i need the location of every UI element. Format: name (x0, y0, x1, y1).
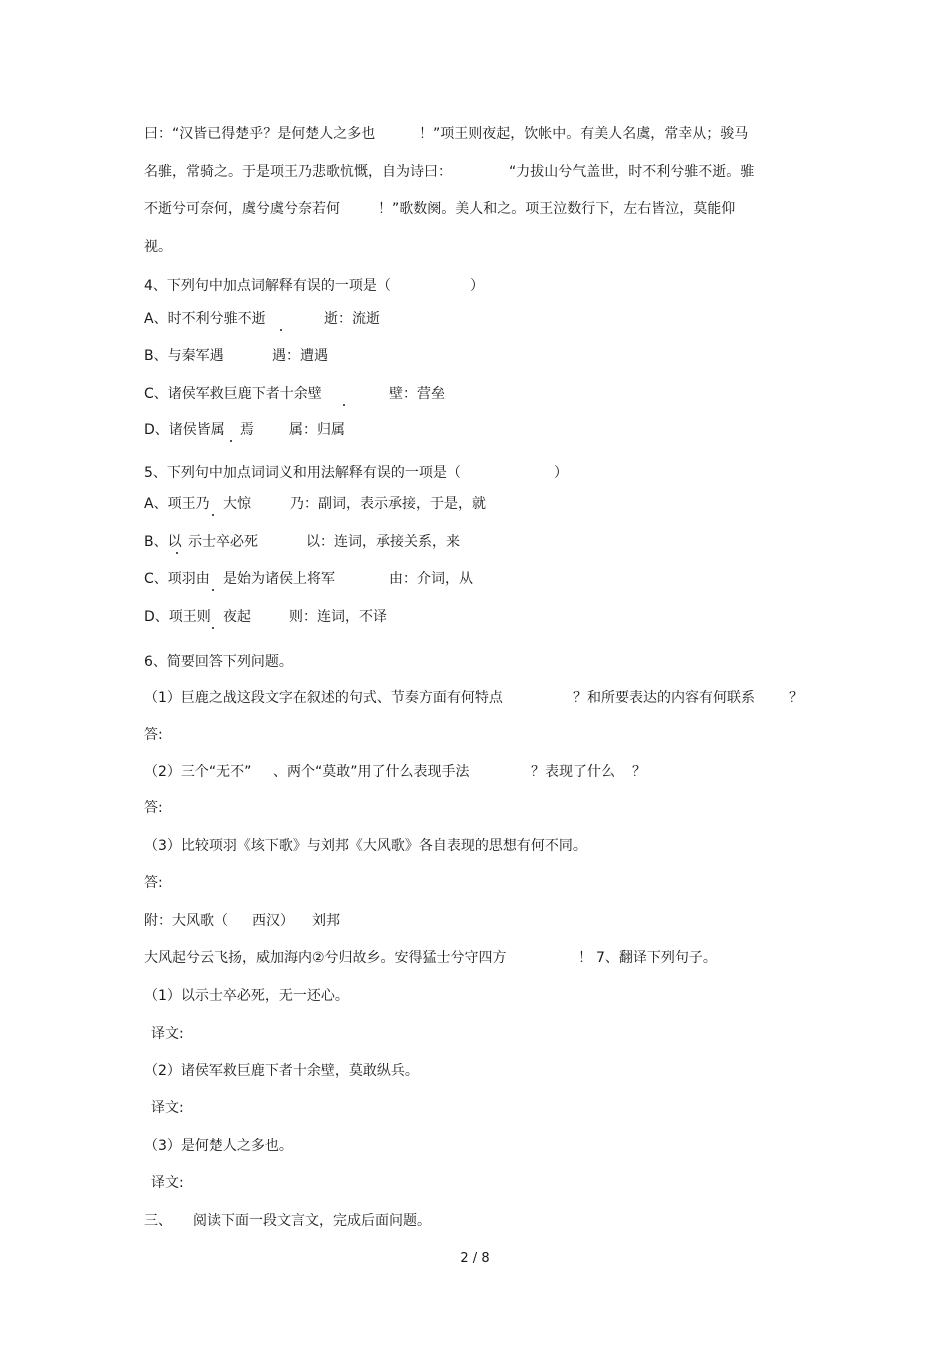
q5-option-d-explanation: 则：连词，不译 (289, 609, 387, 625)
appendix-author: 刘邦 (312, 913, 340, 929)
q4-option-a: A、时不利兮骓不逝 (144, 311, 266, 327)
q4-option-c: C、诸侯军救巨鹿下者十余壁 (144, 386, 322, 402)
q5-option-a-explanation: 乃：副词，表示承接，于是，就 (290, 496, 486, 512)
appendix-title-b: 西汉） (252, 913, 294, 929)
q6-sub1-part-a: （1）巨鹿之战这段文字在叙述的句式、节奏方面有何特点 (144, 690, 503, 706)
answer-label: 答: (144, 800, 163, 816)
appendix-poem-end: ！ (578, 950, 592, 966)
q4-option-c-explanation: 壁：营垒 (389, 386, 445, 402)
q5-stem: 5、下列句中加点词词义和用法解释有误的一项是（ (144, 465, 461, 481)
q5-close-paren: ） (554, 465, 568, 481)
passage-line-2a: 名骓，常骑之。于是项王乃悲歌忼慨，自为诗曰： (144, 164, 452, 180)
q4-option-b-explanation: 遇：遭遇 (272, 348, 328, 364)
q5-option-d-tail: 夜起 (223, 609, 251, 625)
q4-option-b: B、与秦军遇 (144, 348, 224, 364)
q5-option-b: B、以 (144, 534, 182, 550)
q6-sub3: （3）比较项羽《垓下歌》与刘邦《大风歌》各自表现的思想有何不同。 (144, 838, 587, 854)
q7-sentence-1: （1）以示士卒必死，无一还心。 (144, 988, 349, 1004)
answer-label: 答: (144, 727, 163, 743)
q4-option-d-tail: 焉 (240, 422, 254, 438)
translation-label: 译文: (151, 1100, 184, 1116)
passage-line-4: 视。 (144, 239, 172, 255)
passage-line-2b: “力拔山兮气盖世，时不利兮骓不逝。骓 (509, 164, 755, 180)
passage-line-1b: ！”项王则夜起，饮帐中。有美人名虞，常幸从；骏马 (419, 126, 749, 142)
q6-sub1-part-b: ？和所要表达的内容有何联系 (573, 690, 755, 706)
q4-option-a-explanation: 逝：流逝 (324, 311, 380, 327)
q5-option-c-explanation: 由：介词，从 (389, 571, 473, 587)
passage-line-3b: ！”歌数阕。美人和之。项王泣数行下，左右皆泣，莫能仰 (378, 201, 736, 217)
q5-option-d: D、项王则 (144, 609, 211, 625)
q4-close-paren: ） (470, 278, 484, 294)
translation-label: 译文: (151, 1175, 184, 1191)
emphasis-dot (212, 514, 214, 516)
q4-stem: 4、下列句中加点词解释有误的一项是（ (144, 278, 391, 294)
emphasis-dot (176, 552, 178, 554)
q6-sub2-part-b: 、两个“莫敢”用了什么表现手法 (273, 764, 470, 780)
q6-sub2-part-d: ？ (632, 764, 646, 780)
q6-title: 6、简要回答下列问题。 (144, 654, 293, 670)
emphasis-dot (343, 404, 345, 406)
q7-sentence-2: （2）诸侯军救巨鹿下者十余壁，莫敢纵兵。 (144, 1063, 419, 1079)
passage-line-1a: 曰：“汉皆已得楚乎？是何楚人之多也 (144, 126, 376, 142)
q5-option-c: C、项羽由 (144, 571, 210, 587)
q7-title: 7、翻译下列句子。 (596, 950, 717, 966)
q4-option-d: D、诸侯皆属 (144, 422, 225, 438)
q7-sentence-3: （3）是何楚人之多也。 (144, 1138, 293, 1154)
q5-option-a: A、项王乃 (144, 496, 210, 512)
section-3-number: 三、 (144, 1213, 172, 1229)
page-number: 2 / 8 (460, 1251, 490, 1266)
emphasis-dot (212, 589, 214, 591)
answer-label: 答: (144, 875, 163, 891)
q6-sub2-part-a: （2）三个“无不” (144, 764, 252, 780)
q4-option-d-explanation: 属：归属 (289, 422, 345, 438)
emphasis-dot (280, 329, 282, 331)
q6-sub2-part-c: ？表现了什么 (531, 764, 615, 780)
appendix-title-a: 附：大风歌（ (144, 913, 228, 929)
emphasis-dot (212, 627, 214, 629)
q5-option-c-tail: 是始为诸侯上将军 (223, 571, 335, 587)
appendix-poem: 大风起兮云飞扬，威加海内②兮归故乡。安得猛士兮守四方 (144, 950, 507, 966)
passage-line-3a: 不逝兮可奈何，虞兮虞兮奈若何 (144, 201, 340, 217)
emphasis-dot (230, 440, 232, 442)
q5-option-a-tail: 大惊 (223, 496, 251, 512)
section-3-instruction: 阅读下面一段文言文，完成后面问题。 (193, 1213, 431, 1229)
q5-option-b-tail: 示士卒必死 (188, 534, 258, 550)
q5-option-b-explanation: 以：连词，承接关系，来 (306, 534, 460, 550)
translation-label: 译文: (151, 1026, 184, 1042)
q6-sub1-part-c: ？ (789, 690, 803, 706)
